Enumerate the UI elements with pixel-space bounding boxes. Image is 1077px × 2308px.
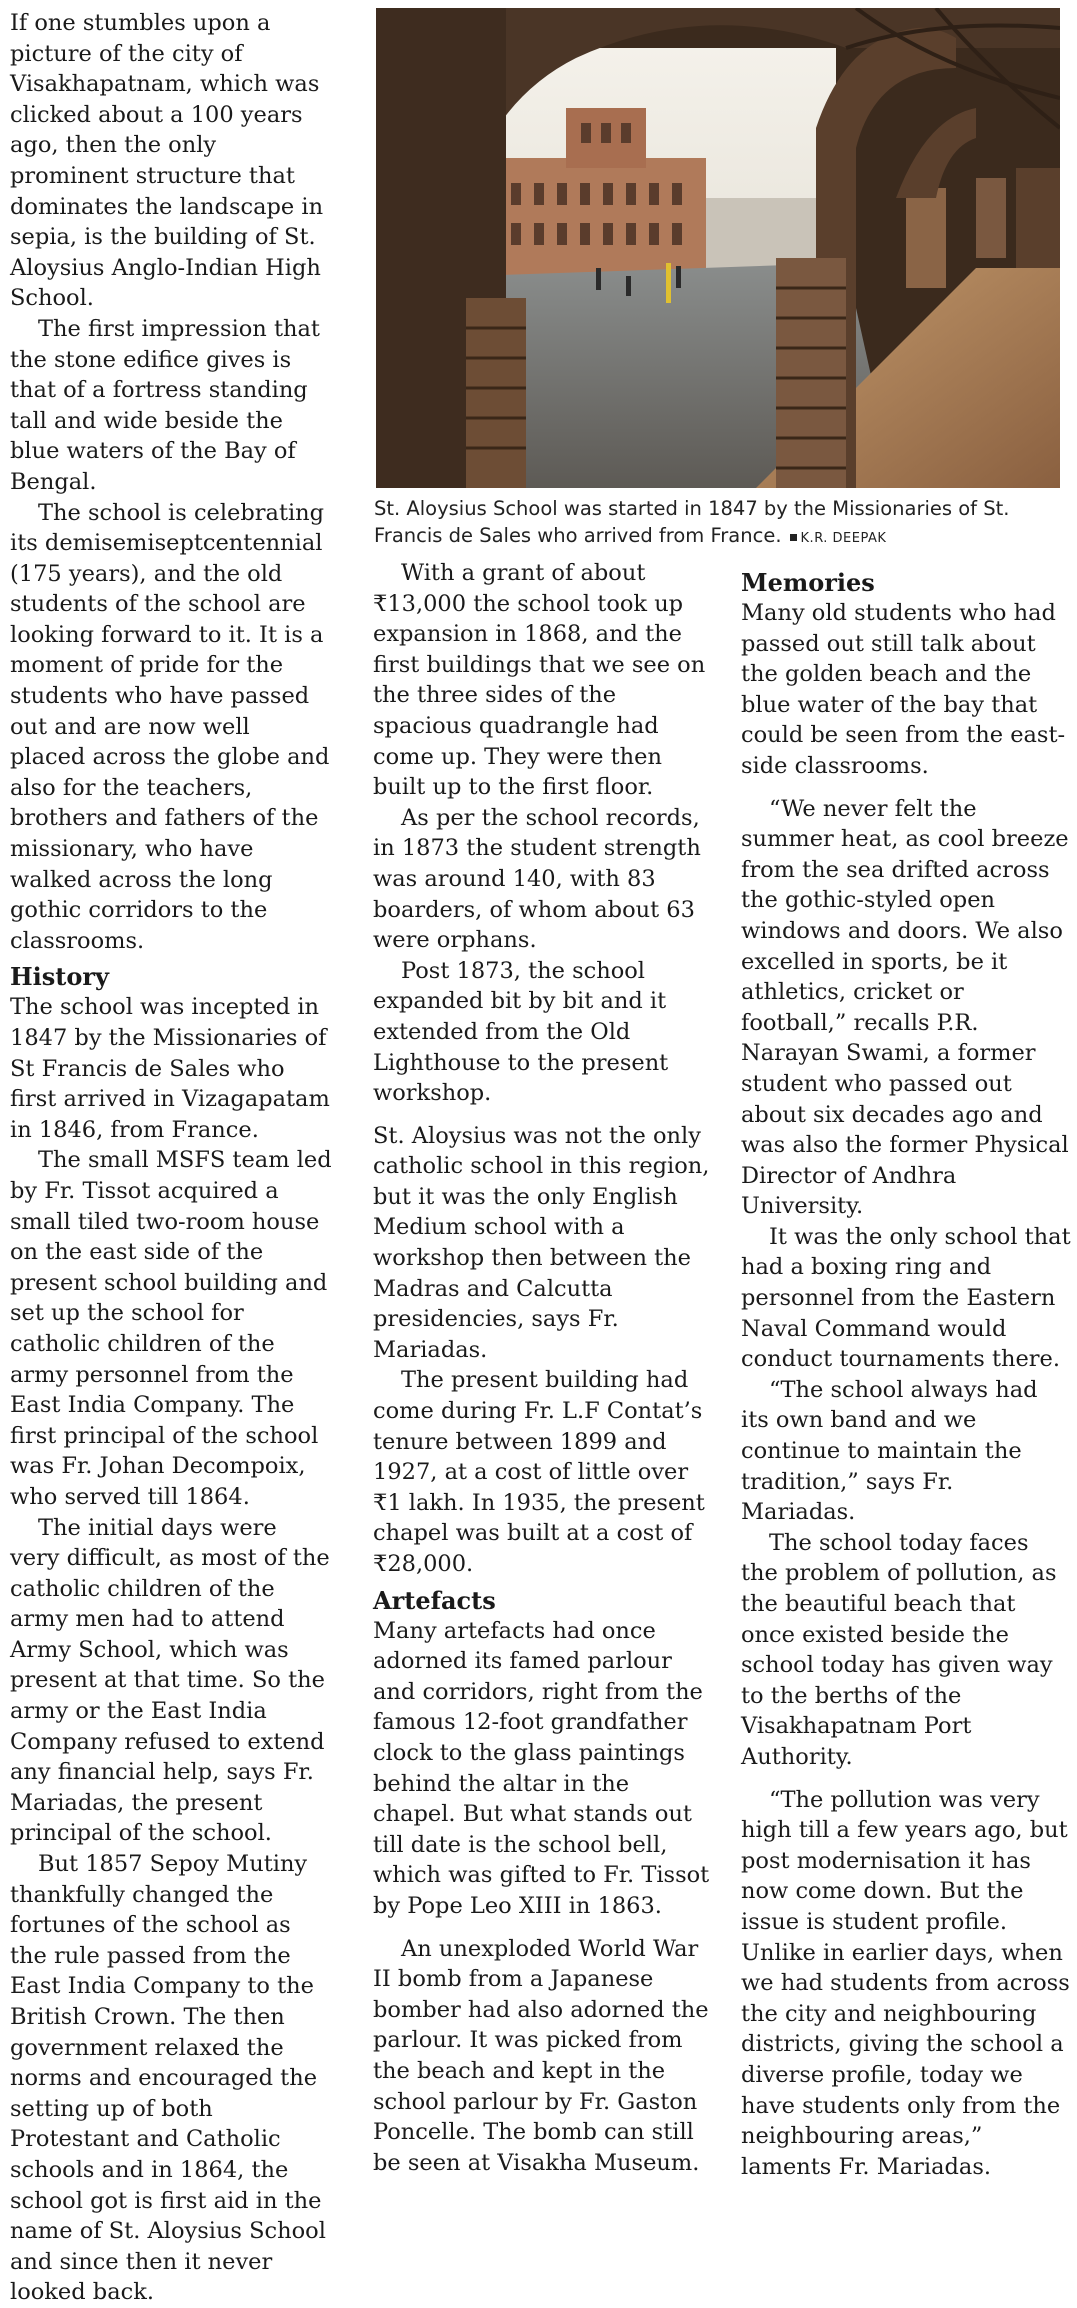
caption-text: St. Aloysius School was started in 1847 by the Missionaries of St. Francis de Sales who arrived from France. — [374, 497, 1010, 547]
paragraph: “We never felt the summer heat, as cool breeze from the sea drifted across the gothic-styled open windows and doors. We also excelled in sports, be it athletics, cricket or football,” recalls P.R. Narayan Swami, a former student who passed out about six decades ago and was also the former Physical Director of Andhra University. — [741, 795, 1069, 1220]
paragraph: The first impression that the stone edifice gives is that of a fortress standing tall and wide beside the blue waters of the Bay of Bengal. — [10, 315, 320, 495]
photo-credit: K.R. DEEPAK — [790, 531, 887, 546]
paragraph: An unexploded World War II bomb from a Japanese bomber had also adorned the parlour. It was picked from the beach and kept in the school parlour by Fr. Gaston Poncelle. The bomb can still be seen at Visakha Museum. — [373, 1935, 709, 2176]
paragraph: The school today faces the problem of pollution, as the beautiful beach that once existed beside the school today has given way to the berths of the Visakhapatnam Port Authority. — [741, 1529, 1057, 1770]
paragraph: The small MSFS team led by Fr. Tissot acquired a small tiled two-room house on the east side of the present school building and set up the school for catholic children of the army personnel from the East India Company. The first principal of the school was Fr. Johan Decompoix, who served till 1864. — [10, 1147, 332, 1510]
paragraph: The present building had come during Fr. L.F Contat’s tenure between 1899 and 1927, at a cost of little over ₹1 lakh. In 1935, the present chapel was built at a cost of ₹28,000. — [373, 1367, 705, 1577]
paragraph: Post 1873, the school expanded bit by bit and it extended from the Old Lighthouse to the present workshop. — [373, 957, 669, 1107]
paragraph: Many old students who had passed out still talk about the golden beach and the blue water of the bay that could be seen from the east-side classrooms. — [741, 600, 1066, 779]
paragraph: The school was incepted in 1847 by the Missionaries of St Francis de Sales who first arrived in Vizagapatam in 1846, from France. — [10, 994, 330, 1143]
photo-caption — [374, 495, 1074, 552]
section-heading-memories: Memories — [741, 568, 875, 597]
school-photo — [376, 8, 1060, 488]
article-column-3 — [741, 568, 1071, 2182]
paragraph: “The pollution was very high till a few years ago, but post modernisation it has now come down. But the issue is student profile. Unlike in earlier days, when we had students from across the city and neighbouring districts, giving the school a diverse profile, today we have students only from the neighbouring areas,” laments Fr. Mariadas. — [741, 1786, 1070, 2180]
section-heading-history: History — [10, 962, 109, 992]
paragraph: It was the only school that had a boxing ring and personnel from the Eastern Naval Command would conduct tournaments there. — [741, 1223, 1071, 1373]
article-column-2 — [373, 558, 713, 2178]
paragraph: If one stumbles upon a picture of the city of Visakhapatnam, which was clicked about a 100 years ago, then the only prominent structure that dominates the landscape in sepia, is the building of St. Aloysius Anglo-Indian High School. — [10, 10, 324, 312]
paragraph: With a grant of about ₹13,000 the school took up expansion in 1868, and the first buildings that we see on the three sides of the spacious quadrangle had come up. They were then built up to the first floor. — [373, 560, 706, 801]
article-column-1 — [10, 8, 332, 2308]
corridor-arch-illustration — [376, 8, 1060, 488]
section-heading-artefacts: Artefacts — [373, 1585, 496, 1615]
paragraph: “The school always had its own band and we continue to maintain the tradition,” says Fr. Mariadas. — [741, 1376, 1038, 1526]
paragraph: St. Aloysius was not the only catholic school in this region, but it was the only English Medium school with a workshop then between the Madras and Calcutta presidencies, says Fr. Mariadas. — [373, 1122, 710, 1363]
paragraph: But 1857 Sepoy Mutiny thankfully changed the fortunes of the school as the rule passed from the East India Company to the British Crown. The then government relaxed the norms and encouraged the setting up of both Protestant and Catholic schools and in 1864, the school got is first aid in the name of St. Aloysius School and since then it never looked back. — [10, 1851, 326, 2306]
paragraph: The initial days were very difficult, as most of the catholic children of the army men had to attend Army School, which was present at that time. So the army or the East India Company refused to extend any financial help, says Fr. Mariadas, the present principal of the school. — [10, 1514, 330, 1847]
paragraph: The school is celebrating its demisemiseptcentennial (175 years), and the old students of the school are looking forward to it. It is a moment of pride for the students who have passed out and are now well placed across the globe and also for the teachers, brothers and fathers of the missionary, who have walked across the long gothic corridors to the classrooms. — [10, 499, 330, 954]
paragraph: Many artefacts had once adorned its famed parlour and corridors, right from the famous 12-foot grandfather clock to the glass paintings behind the altar in the chapel. But what stands out till date is the school bell, which was gifted to Fr. Tissot by Pope Leo XIII in 1863. — [373, 1617, 710, 1919]
paragraph: As per the school records, in 1873 the student strength was around 140, with 83 boarders, of whom about 63 were orphans. — [373, 804, 701, 954]
